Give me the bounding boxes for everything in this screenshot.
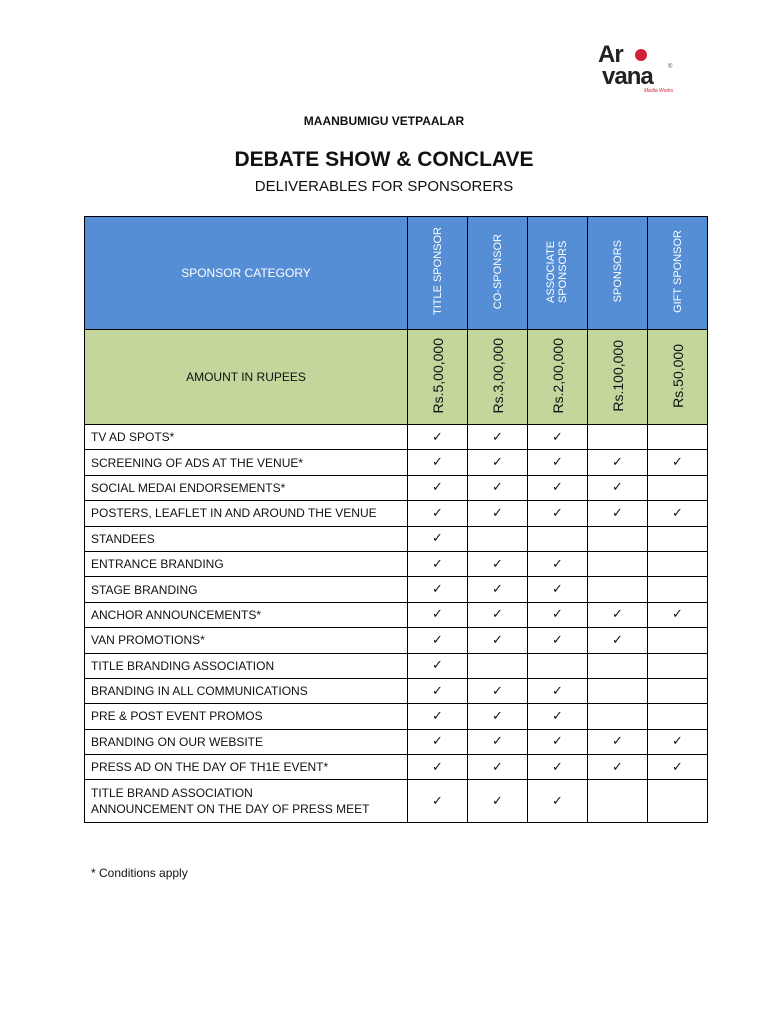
checkmark-icon: ✓ <box>612 759 623 775</box>
checkmark-icon: ✓ <box>492 455 503 471</box>
table-row <box>85 501 708 526</box>
organization-name: MAANBUMIGU VETPAALAR <box>303 114 465 128</box>
deliverable-label-text: BRANDING IN ALL COMMUNICATIONS <box>91 684 308 699</box>
checkmark-icon: ✓ <box>492 480 503 496</box>
check-cell <box>588 755 648 780</box>
checkmark-icon: ✓ <box>492 632 503 648</box>
checkmark-icon: ✓ <box>492 505 503 521</box>
checkmark-icon: ✓ <box>492 683 503 699</box>
check-cell <box>648 501 708 526</box>
check-cell <box>408 653 468 678</box>
logo-tagline: Media Works <box>644 88 674 94</box>
logo-text-line2: vana <box>602 63 653 90</box>
page-title: DEBATE SHOW & CONCLAVE <box>234 148 534 171</box>
check-cell <box>528 602 588 627</box>
check-cell <box>588 425 648 450</box>
deliverable-label-text: STAGE BRANDING <box>91 582 198 597</box>
table-row <box>85 678 708 703</box>
check-cell <box>408 602 468 627</box>
table-row <box>85 551 708 576</box>
check-cell <box>588 526 648 551</box>
deliverable-label-text: SOCIAL MEDAI ENDORSEMENTS* <box>91 480 286 495</box>
checkmark-icon: ✓ <box>612 607 623 623</box>
amount-value: Rs.2,00,000 <box>549 337 566 414</box>
deliverable-label <box>85 729 408 754</box>
deliverable-label-text: PRESS AD ON THE DAY OF TH1E EVENT* <box>91 760 329 775</box>
checkmark-icon: ✓ <box>552 455 563 471</box>
check-cell <box>408 729 468 754</box>
checkmark-icon: ✓ <box>492 734 503 750</box>
amount-cell <box>408 330 468 425</box>
checkmark-icon: ✓ <box>552 429 563 445</box>
column-header-label: TITLE SPONSOR <box>431 227 444 316</box>
check-cell <box>528 780 588 823</box>
check-cell <box>588 628 648 653</box>
deliverable-label-text: ANCHOR ANNOUNCEMENTS* <box>91 607 262 622</box>
logo-text-line1: Ar <box>598 41 623 68</box>
checkmark-icon: ✓ <box>552 607 563 623</box>
check-cell <box>408 704 468 729</box>
check-cell <box>408 450 468 475</box>
column-header <box>588 217 648 330</box>
checkmark-icon: ✓ <box>432 759 443 775</box>
footnote: * Conditions apply <box>91 866 188 880</box>
check-cell <box>588 577 648 602</box>
checkmark-icon: ✓ <box>432 708 443 724</box>
checkmark-icon: ✓ <box>492 556 503 572</box>
table-row <box>85 628 708 653</box>
check-cell <box>408 475 468 500</box>
deliverable-label-text: TITLE BRANDING ASSOCIATION <box>91 658 275 673</box>
checkmark-icon: ✓ <box>432 632 443 648</box>
check-cell <box>468 704 528 729</box>
checkmark-icon: ✓ <box>552 632 563 648</box>
checkmark-icon: ✓ <box>432 607 443 623</box>
table-row <box>85 729 708 754</box>
checkmark-icon: ✓ <box>552 793 563 809</box>
check-cell <box>648 755 708 780</box>
check-cell <box>408 526 468 551</box>
check-cell <box>408 780 468 823</box>
checkmark-icon: ✓ <box>552 480 563 496</box>
logo-dot-icon <box>635 49 647 61</box>
checkmark-icon: ✓ <box>492 429 503 445</box>
check-cell <box>408 551 468 576</box>
check-cell <box>528 526 588 551</box>
check-cell <box>408 501 468 526</box>
table-row <box>85 704 708 729</box>
deliverable-label <box>85 780 408 823</box>
amount-cell <box>528 330 588 425</box>
column-header-label: CO-SPONSOR <box>491 233 504 310</box>
check-cell <box>648 526 708 551</box>
checkmark-icon: ✓ <box>432 480 443 496</box>
check-cell <box>648 551 708 576</box>
checkmark-icon: ✓ <box>492 759 503 775</box>
deliverable-label <box>85 551 408 576</box>
check-cell <box>588 729 648 754</box>
checkmark-icon: ✓ <box>432 793 443 809</box>
deliverable-label-text: POSTERS, LEAFLET IN AND AROUND THE VENUE <box>91 506 377 521</box>
table-row <box>85 780 708 823</box>
checkmark-icon: ✓ <box>432 658 443 674</box>
deliverable-label-text: TV AD SPOTS* <box>91 430 175 445</box>
checkmark-icon: ✓ <box>432 556 443 572</box>
deliverable-label <box>85 704 408 729</box>
deliverable-label-text: SCREENING OF ADS AT THE VENUE* <box>91 455 304 470</box>
amount-row <box>85 330 708 425</box>
deliverable-label <box>85 526 408 551</box>
check-cell <box>528 653 588 678</box>
column-header <box>468 217 528 330</box>
checkmark-icon: ✓ <box>612 734 623 750</box>
table-row <box>85 577 708 602</box>
check-cell <box>528 628 588 653</box>
checkmark-icon: ✓ <box>672 607 683 623</box>
check-cell <box>528 729 588 754</box>
check-cell <box>648 450 708 475</box>
deliverable-label-text: ENTRANCE BRANDING <box>91 557 224 572</box>
deliverable-label-text: BRANDING ON OUR WEBSITE <box>91 734 264 749</box>
check-cell <box>588 450 648 475</box>
check-cell <box>408 577 468 602</box>
column-header-label: GIFT SPONSOR <box>671 230 684 313</box>
deliverables-table <box>84 216 708 823</box>
checkmark-icon: ✓ <box>432 683 443 699</box>
checkmark-icon: ✓ <box>492 708 503 724</box>
checkmark-icon: ✓ <box>432 455 443 471</box>
check-cell <box>588 602 648 627</box>
checkmark-icon: ✓ <box>672 505 683 521</box>
deliverable-label-text: STANDEES <box>91 531 155 546</box>
check-cell <box>648 425 708 450</box>
deliverable-label <box>85 475 408 500</box>
check-cell <box>648 678 708 703</box>
amount-value: Rs.100,000 <box>609 339 626 412</box>
deliverable-label <box>85 602 408 627</box>
checkmark-icon: ✓ <box>552 734 563 750</box>
checkmark-icon: ✓ <box>432 429 443 445</box>
amount-cell <box>588 330 648 425</box>
check-cell <box>588 475 648 500</box>
table-row <box>85 425 708 450</box>
check-cell <box>468 551 528 576</box>
check-cell <box>468 425 528 450</box>
deliverable-label-text: PRE & POST EVENT PROMOS <box>91 709 263 724</box>
amount-value: Rs.3,00,000 <box>489 337 506 414</box>
check-cell <box>588 551 648 576</box>
check-cell <box>468 501 528 526</box>
table-row <box>85 755 708 780</box>
table-row <box>85 602 708 627</box>
checkmark-icon: ✓ <box>552 505 563 521</box>
checkmark-icon: ✓ <box>552 708 563 724</box>
check-cell <box>648 628 708 653</box>
checkmark-icon: ✓ <box>492 607 503 623</box>
check-cell <box>648 602 708 627</box>
checkmark-icon: ✓ <box>492 793 503 809</box>
check-cell <box>468 780 528 823</box>
table-row <box>85 475 708 500</box>
check-cell <box>588 501 648 526</box>
amount-value: Rs.50,000 <box>669 343 686 408</box>
header-row <box>85 217 708 330</box>
checkmark-icon: ✓ <box>672 455 683 471</box>
deliverable-label <box>85 755 408 780</box>
check-cell <box>408 678 468 703</box>
check-cell <box>528 475 588 500</box>
check-cell <box>468 755 528 780</box>
column-header-label: ASSOCIATE SPONSORS <box>544 240 569 303</box>
table-row <box>85 653 708 678</box>
deliverable-label <box>85 678 408 703</box>
check-cell <box>408 755 468 780</box>
registered-mark: ® <box>668 64 673 70</box>
check-cell <box>648 577 708 602</box>
deliverable-label <box>85 501 408 526</box>
checkmark-icon: ✓ <box>612 632 623 648</box>
check-cell <box>588 704 648 729</box>
amount-value: Rs.5,00,000 <box>429 337 446 414</box>
check-cell <box>588 678 648 703</box>
table-row <box>85 526 708 551</box>
deliverable-label <box>85 628 408 653</box>
check-cell <box>528 551 588 576</box>
check-cell <box>408 425 468 450</box>
check-cell <box>648 704 708 729</box>
check-cell <box>648 475 708 500</box>
check-cell <box>528 755 588 780</box>
check-cell <box>528 577 588 602</box>
table-row <box>85 450 708 475</box>
deliverable-label <box>85 653 408 678</box>
check-cell <box>648 653 708 678</box>
check-cell <box>468 475 528 500</box>
checkmark-icon: ✓ <box>432 531 443 547</box>
checkmark-icon: ✓ <box>612 505 623 521</box>
check-cell <box>468 628 528 653</box>
page-subtitle: DELIVERABLES FOR SPONSORERS <box>254 178 514 195</box>
check-cell <box>528 704 588 729</box>
amount-label: AMOUNT IN RUPEES <box>85 330 408 425</box>
check-cell <box>408 628 468 653</box>
column-header <box>648 217 708 330</box>
amount-cell <box>468 330 528 425</box>
check-cell <box>468 729 528 754</box>
checkmark-icon: ✓ <box>432 734 443 750</box>
deliverable-label-text: ANNOUNCEMENT ON THE DAY OF PRESS MEET <box>91 802 370 817</box>
check-cell <box>588 653 648 678</box>
checkmark-icon: ✓ <box>612 480 623 496</box>
check-cell <box>528 501 588 526</box>
check-cell <box>468 450 528 475</box>
deliverable-label <box>85 450 408 475</box>
check-cell <box>528 678 588 703</box>
checkmark-icon: ✓ <box>432 505 443 521</box>
checkmark-icon: ✓ <box>672 759 683 775</box>
checkmark-icon: ✓ <box>552 582 563 598</box>
column-header <box>528 217 588 330</box>
sponsor-category-header: SPONSOR CATEGORY <box>85 217 408 330</box>
checkmark-icon: ✓ <box>552 759 563 775</box>
deliverable-label <box>85 425 408 450</box>
checkmark-icon: ✓ <box>612 455 623 471</box>
check-cell <box>588 780 648 823</box>
check-cell <box>648 729 708 754</box>
column-header <box>408 217 468 330</box>
deliverable-label-text: TITLE BRAND ASSOCIATION <box>91 786 253 801</box>
checkmark-icon: ✓ <box>492 582 503 598</box>
check-cell <box>528 450 588 475</box>
check-cell <box>528 425 588 450</box>
deliverable-label <box>85 577 408 602</box>
checkmark-icon: ✓ <box>432 582 443 598</box>
amount-cell <box>648 330 708 425</box>
check-cell <box>468 602 528 627</box>
column-header-label: SPONSORS <box>611 240 624 303</box>
checkmark-icon: ✓ <box>552 683 563 699</box>
check-cell <box>468 526 528 551</box>
check-cell <box>468 678 528 703</box>
checkmark-icon: ✓ <box>672 734 683 750</box>
check-cell <box>468 577 528 602</box>
checkmark-icon: ✓ <box>552 556 563 572</box>
check-cell <box>468 653 528 678</box>
deliverable-label-text: VAN PROMOTIONS* <box>91 633 205 648</box>
check-cell <box>648 780 708 823</box>
company-logo <box>598 41 688 98</box>
